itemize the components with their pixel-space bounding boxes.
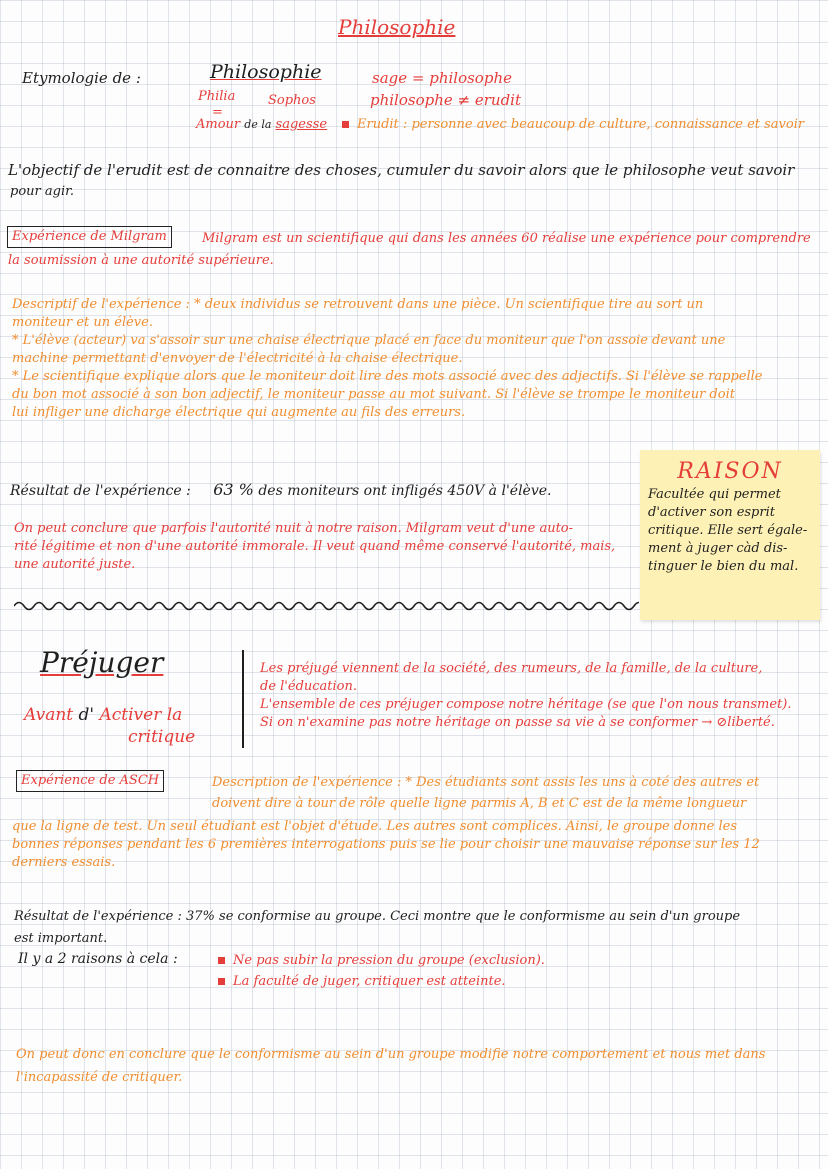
page-title: Philosophie <box>338 15 456 39</box>
asch-result-1: Résultat de l'expérience : 37% se conformise au groupe. Ceci montre que le conformisme au sein d'un groupe <box>14 909 741 924</box>
desc-line: * Le scientifique explique alors que le moniteur doit lire des mots associé avec des adjectifs. Si l'élève se rappelle <box>12 369 763 384</box>
vertical-separator <box>242 650 244 748</box>
erudit-term: Erudit : <box>357 117 408 132</box>
prejuger-line: de l'éducation. <box>260 679 358 694</box>
asch-conclusion-1: On peut donc en conclure que le conformisme au sein d'un groupe modifie notre comportement et nous met dans <box>16 1047 766 1062</box>
milgram-conclusion <box>14 520 634 574</box>
asch-line: que la ligne de test. Un seul étudiant est l'objet d'étude. Les autres sont complices. Ainsi, le groupe donne les <box>12 819 738 834</box>
etymology-part1: Philia <box>198 89 236 104</box>
bullet-icon <box>218 957 225 964</box>
asch-label-box: Expérience de ASCH <box>16 770 164 792</box>
result-value: 63 % <box>213 480 254 499</box>
asch-result-2: est important. <box>14 931 108 946</box>
etymology-part2: Sophos <box>268 93 316 108</box>
meaning-wisdom: sagesse <box>275 117 328 132</box>
subtitle-avant: Avant <box>24 705 74 725</box>
equals-sign: = <box>212 105 223 120</box>
asch-line: doivent dire à tour de rôle quelle ligne parmis A, B et C est de la même longueur <box>212 796 747 811</box>
erudit-text: personne avec beaucoup de culture, connaissance et savoir <box>411 117 805 132</box>
raison-line: critique. Elle sert égale- <box>648 523 808 538</box>
prejuger-subtitle <box>24 704 182 726</box>
etymology-line-2: philosophe ≠ erudit <box>370 91 521 109</box>
raison-line: d'activer son esprit <box>648 505 775 520</box>
subtitle-activer: Activer la <box>99 705 183 725</box>
raison-line: ment à juger càd dis- <box>648 541 788 556</box>
bullet-icon <box>342 121 349 128</box>
raison-body <box>640 486 820 576</box>
prejuger-line: Les préjugé viennent de la société, des rumeurs, de la famille, de la culture, <box>260 661 763 676</box>
asch-line: Description de l'expérience : * Des étudiants sont assis les uns à coté des autres et <box>212 775 760 790</box>
objective-line-2: pour agir. <box>10 184 75 199</box>
desc-line: lui infliger une dicharge électrique qui augmente au fils des erreurs. <box>12 405 466 420</box>
conclusion-line: On peut conclure que parfois l'autorité nuit à notre raison. Milgram veut d'une auto- <box>14 521 574 536</box>
asch-line: bonnes réponses pendant les 6 premières interrogations puis se lie pour choisir une mauvaise réponse sur les 12 <box>12 837 760 852</box>
subtitle-critique: critique <box>128 727 196 747</box>
asch-conclusion-2: l'incapassité de critiquer. <box>16 1070 183 1085</box>
etymology-meaning <box>196 116 327 134</box>
reasons-list <box>218 952 545 991</box>
desc-line: du bon mot associé à son bon adjectif, le moniteur passe au mot suivant. Si l'élève se trompe le moniteur doit <box>12 387 735 402</box>
desc-line: Descriptif de l'expérience : * deux individus se retrouvent dans une pièce. Un scientifique tire au sort un <box>12 297 704 312</box>
desc-line: moniteur et un élève. <box>12 315 153 330</box>
bullet-icon <box>218 978 225 985</box>
reason-item: La faculté de juger, critiquer est atteinte. <box>218 973 545 991</box>
objective-line-1: L'objectif de l'erudit est de connaitre des choses, cumuler du savoir alors que le philosophe veut savoir <box>8 161 795 179</box>
milgram-intro-1: Milgram est un scientifique qui dans les années 60 réalise une expérience pour comprendre <box>202 231 811 246</box>
prejuger-line: Si on n'examine pas notre héritage on passe sa vie à se conformer → ⊘liberté. <box>260 715 775 730</box>
raison-line: Facultée qui permet <box>648 487 781 502</box>
prejuger-line: L'ensemble de ces préjuger compose notre héritage (se que l'on nous transmet). <box>260 697 792 712</box>
etymology-line-1: sage = philosophe <box>372 69 512 87</box>
etymology-word: Philosophie <box>210 61 322 83</box>
asch-description <box>12 818 824 872</box>
etymology-label: Etymologie de : <box>22 69 141 87</box>
conclusion-line: une autorité juste. <box>14 557 136 572</box>
result-label: Résultat de l'expérience : <box>10 483 191 499</box>
raison-line: tinguer le bien du mal. <box>648 559 799 574</box>
result-text: des moniteurs ont infligés 450V à l'élève. <box>258 483 552 499</box>
meaning-love: Amour <box>196 117 241 132</box>
raison-sticky-note <box>640 450 820 620</box>
wavy-divider <box>14 596 639 616</box>
meaning-of: de la <box>244 118 272 131</box>
asch-line: derniers essais. <box>12 855 116 870</box>
prejuger-text <box>260 660 820 732</box>
prejuger-title: Préjuger <box>40 646 164 679</box>
subtitle-de: d' <box>78 705 95 725</box>
erudit-definition <box>342 116 804 134</box>
desc-line: machine permettant d'envoyer de l'électricité à la chaise électrique. <box>12 351 463 366</box>
conclusion-line: rité légitime et non d'une autorité immorale. Il veut quand même conservé l'autorité, mais, <box>14 539 616 554</box>
milgram-intro-2: la soumission à une autorité supérieure. <box>8 253 274 268</box>
milgram-label-box: Expérience de Milgram <box>7 226 172 248</box>
milgram-result <box>10 480 552 501</box>
reason-item: Ne pas subir la pression du groupe (exclusion). <box>218 952 545 970</box>
desc-line: * L'élève (acteur) va s'assoir sur une chaise électrique placé en face du moniteur que l'on assoie devant une <box>12 333 726 348</box>
raison-title: RAISON <box>677 459 783 484</box>
reasons-label: Il y a 2 raisons à cela : <box>18 951 178 967</box>
milgram-description <box>12 296 822 422</box>
